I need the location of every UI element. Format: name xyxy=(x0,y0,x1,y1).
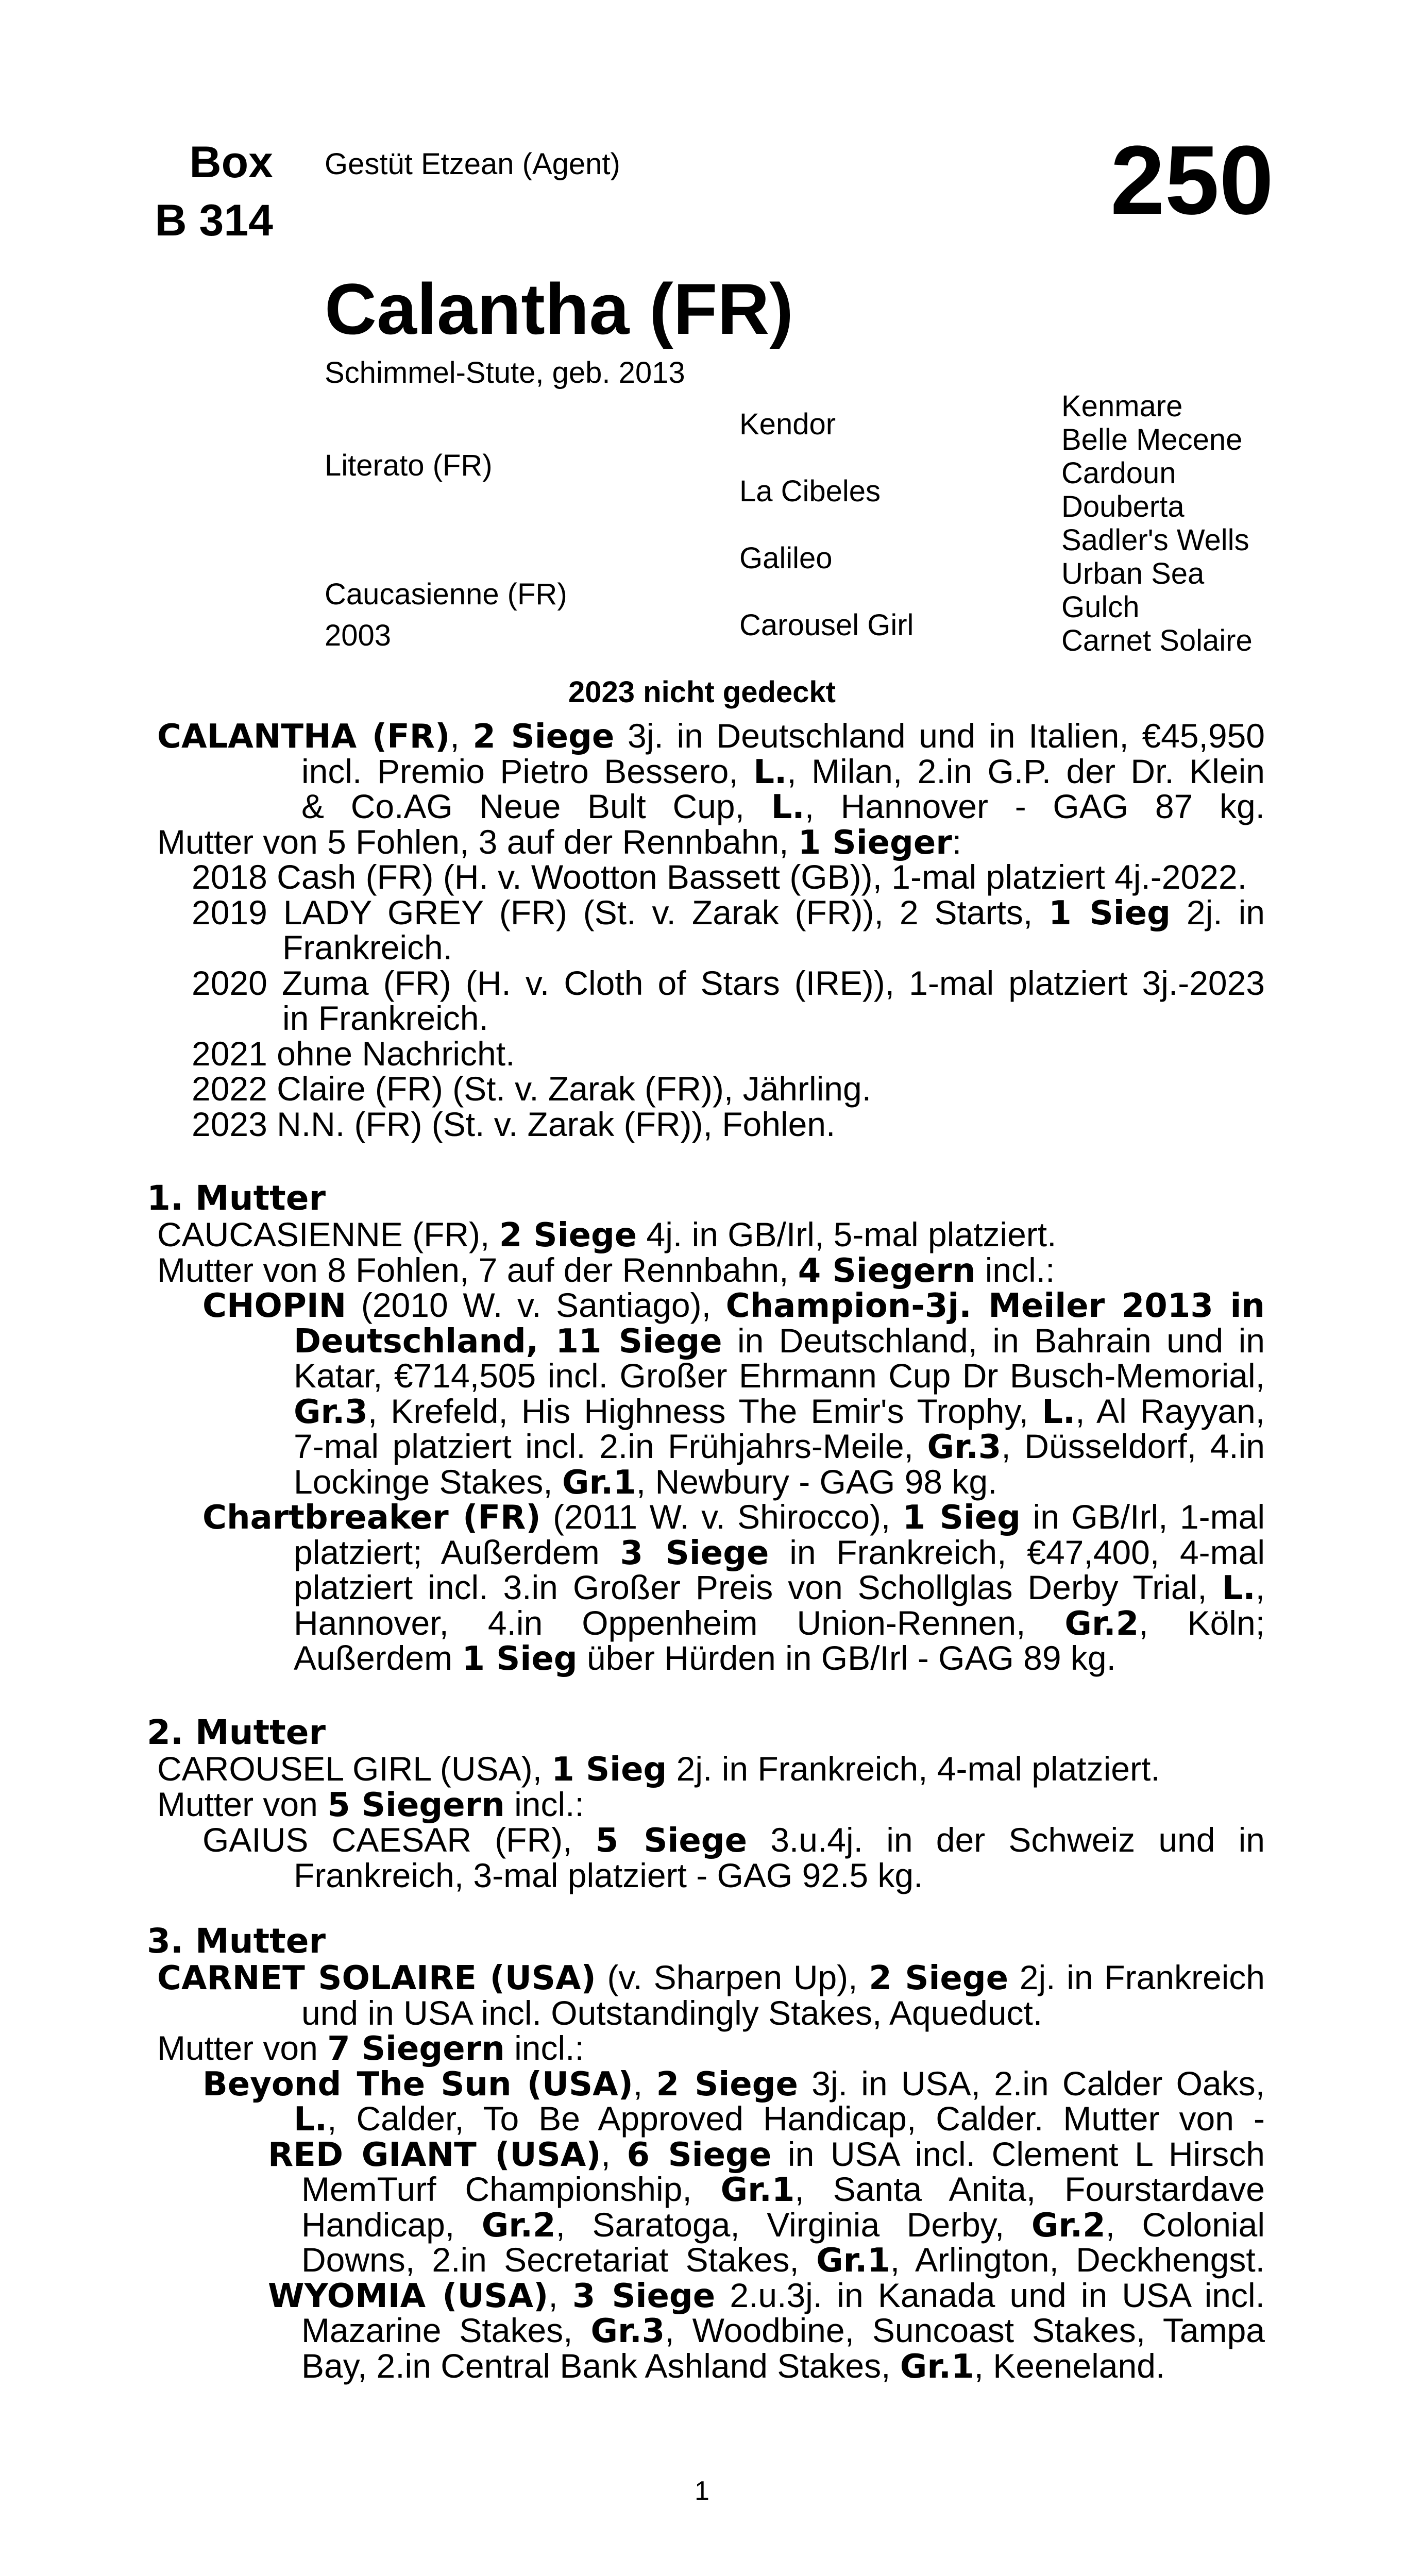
text-run: in Frankreich. xyxy=(282,999,488,1037)
bold-text: Gr.3 xyxy=(927,1428,1002,1466)
bold-text: 1 Sieger xyxy=(798,824,952,862)
pedigree-g3-7: Gulch xyxy=(1061,590,1140,624)
text-run: Bay, 2.in Central Bank Ashland Stakes, xyxy=(301,2347,900,2385)
pedigree-g3-5: Sadler's Wells xyxy=(1061,523,1249,557)
bold-text: Gr.1 xyxy=(720,2171,795,2209)
text-run: , Köln; xyxy=(1139,1604,1265,1642)
dam1-line xyxy=(294,1604,1265,1643)
text-run: in GB/Irl, 1-mal xyxy=(1021,1498,1265,1536)
text-run: 2j. in xyxy=(1170,893,1265,931)
dam3-line xyxy=(301,2313,1265,2348)
text-run: Mutter von xyxy=(157,1785,328,1823)
text-run: CAUCASIENNE (FR), xyxy=(157,1215,499,1253)
bold-text: Gr.1 xyxy=(900,2348,974,2386)
pedigree-g3-1: Kenmare xyxy=(1061,389,1183,423)
summary-line xyxy=(301,754,1265,789)
text-run: CAROUSEL GIRL (USA), xyxy=(157,1750,552,1788)
dam3-line xyxy=(268,2137,1265,2172)
dam1-line xyxy=(294,1321,1265,1361)
text-run: GAIUS CAESAR (FR), xyxy=(202,1821,596,1859)
bold-text: CARNET SOLAIRE (USA) xyxy=(157,1959,596,1997)
dam3-line xyxy=(202,2064,1265,2104)
text-run: , Krefeld, His Highness The Emir's Trophy, xyxy=(367,1392,1042,1430)
text-run: 2022 Claire (FR) (St. v. Zarak (FR)), Jährling. xyxy=(192,1070,872,1108)
horse-description: Schimmel-Stute, geb. 2013 xyxy=(325,356,685,389)
dam1-heading: 1. Mutter xyxy=(147,1178,326,1218)
text-run: 3j. in USA, 2.in Calder Oaks, xyxy=(798,2064,1265,2103)
bold-text: 2 Siege xyxy=(656,2065,798,2104)
text-run: , xyxy=(548,2276,572,2314)
pedigree-dam-sire: Galileo xyxy=(739,541,833,575)
bold-text: 5 Siegern xyxy=(327,1786,505,1824)
text-run: Hannover, 4.in Oppenheim Union-Rennen, xyxy=(294,1604,1065,1642)
pedigree-dam-year: 2003 xyxy=(325,619,392,652)
pedigree-dam: Caucasienne (FR) xyxy=(325,578,567,611)
dam3-line xyxy=(268,2278,1265,2313)
text-run: 2j. in Frankreich, 4-mal platziert. xyxy=(667,1750,1160,1788)
bold-text: Champion-3j. Meiler 2013 in xyxy=(725,1287,1265,1325)
text-run: in Frankreich, €47,400, 4-mal xyxy=(769,1533,1265,1571)
text-run: , xyxy=(1255,1568,1265,1606)
bold-text: 7 Siegern xyxy=(327,2030,505,2068)
text-run: , Santa Anita, Fourstardave xyxy=(794,2170,1265,2208)
dam1-line xyxy=(202,1498,1265,1537)
bold-text: 5 Siege xyxy=(595,1822,748,1860)
text-run: , Arlington, Deckhengst. xyxy=(890,2241,1265,2279)
box-label: Box xyxy=(189,138,273,187)
text-run: Katar, €714,505 incl. Großer Ehrmann Cup Dr Busch-Memorial, xyxy=(294,1357,1265,1395)
dam1-line xyxy=(157,1251,1055,1290)
pedigree-g3-3: Cardoun xyxy=(1061,456,1176,490)
dam3-line xyxy=(301,1996,1042,2030)
bold-text: Gr.2 xyxy=(1064,1605,1139,1643)
text-run: , Saratoga, Virginia Derby, xyxy=(555,2206,1031,2244)
text-run: Downs, 2.in Secretariat Stakes, xyxy=(301,2241,817,2279)
text-run: 3j. in Deutschland und in Italien, €45,950 xyxy=(614,717,1265,755)
text-run: Mutter von xyxy=(157,2029,328,2067)
bold-text: 2 Siege xyxy=(499,1216,637,1255)
dam1-line xyxy=(294,1359,1265,1393)
consignor: Gestüt Etzean (Agent) xyxy=(325,147,620,181)
dam2-line xyxy=(157,1750,1160,1789)
bold-text: L. xyxy=(753,753,787,791)
bold-text: Gr.1 xyxy=(816,2242,890,2280)
bold-text: L. xyxy=(1042,1393,1076,1431)
pedigree-sire: Literato (FR) xyxy=(325,449,493,482)
bold-text: WYOMIA (USA) xyxy=(268,2277,549,2315)
dam1-line xyxy=(294,1394,1265,1429)
summary-line xyxy=(282,1001,488,1035)
summary-line xyxy=(157,717,1265,756)
dam3-heading: 3. Mutter xyxy=(147,1921,326,1961)
dam1-line xyxy=(294,1429,1265,1464)
text-run: Außerdem xyxy=(294,1639,462,1677)
text-run: MemTurf Championship, xyxy=(301,2170,721,2208)
text-run: 2021 ohne Nachricht. xyxy=(192,1035,515,1073)
dam1-line xyxy=(294,1463,997,1502)
pedigree-dam-dam: Carousel Girl xyxy=(739,608,914,642)
bold-text: 1 Sieg xyxy=(462,1640,578,1678)
dam3-line xyxy=(157,2029,584,2068)
page-number: 1 xyxy=(695,2476,709,2506)
bold-text: 1 Sieg xyxy=(902,1499,1021,1537)
summary-line xyxy=(192,966,1265,1000)
dam2-line xyxy=(202,1821,1265,1860)
text-run: Frankreich, 3-mal platziert - GAG 92.5 kg. xyxy=(294,1856,923,1894)
text-run: (2010 W. v. Santiago), xyxy=(346,1286,726,1324)
box-number: B 314 xyxy=(155,196,273,245)
text-run: , Hannover - GAG 87 kg. xyxy=(804,787,1265,825)
text-run: Mutter von 5 Fohlen, 3 auf der Rennbahn, xyxy=(157,823,798,861)
text-run: Mazarine Stakes, xyxy=(301,2311,591,2349)
bold-text: 2 Siege xyxy=(869,1959,1009,1997)
text-run: 3.u.4j. in der Schweiz und in xyxy=(747,1821,1265,1859)
text-run: und in USA incl. Outstandingly Stakes, Aqueduct. xyxy=(301,1994,1043,2032)
pedigree-sire-sire: Kendor xyxy=(739,408,836,441)
bold-text: 6 Siege xyxy=(627,2136,772,2174)
bold-text: RED GIANT (USA) xyxy=(268,2136,601,2174)
bold-text: CHOPIN xyxy=(202,1287,347,1325)
pedigree-sire-dam: La Cibeles xyxy=(739,474,881,508)
text-run: Lockinge Stakes, xyxy=(294,1463,562,1501)
dam2-line xyxy=(157,1787,584,1822)
text-run: 2.u.3j. in Kanada und in USA incl. xyxy=(715,2276,1265,2314)
text-run: platziert incl. 3.in Großer Preis von Schollglas Derby Trial, xyxy=(294,1568,1222,1606)
text-run: Mutter von 8 Fohlen, 7 auf der Rennbahn, xyxy=(157,1251,798,1289)
horse-name: Calantha (FR) xyxy=(325,268,793,349)
text-run: , Milan, 2.in G.P. der Dr. Klein xyxy=(787,752,1265,790)
bold-text: L. xyxy=(771,788,805,826)
text-run: (v. Sharpen Up), xyxy=(596,1958,869,1996)
dam2-line xyxy=(294,1858,923,1892)
dam3-line xyxy=(301,2206,1265,2245)
bold-text: Beyond The Sun (USA) xyxy=(202,2065,633,2104)
bold-text: 1 Sieg xyxy=(1048,894,1171,933)
text-run: Handicap, xyxy=(301,2206,482,2244)
dam3-line xyxy=(294,2099,1265,2139)
bold-text: L. xyxy=(294,2100,328,2139)
dam3-line xyxy=(301,2347,1165,2386)
bold-text: L. xyxy=(1222,1569,1256,1607)
dam1-line xyxy=(202,1288,1265,1323)
bold-text: Gr.2 xyxy=(481,2207,556,2245)
text-run: über Hürden in GB/Irl - GAG 89 kg. xyxy=(577,1639,1116,1677)
bold-text: Chartbreaker (FR) xyxy=(202,1499,541,1537)
bold-text: 1 Sieg xyxy=(551,1751,667,1789)
lot-number: 250 xyxy=(1110,126,1274,235)
text-run: 2019 LADY GREY (FR) (St. v. Zarak (FR)), 2 Starts, xyxy=(192,893,1049,931)
text-run: in Deutschland, in Bahrain und in xyxy=(722,1321,1265,1360)
summary-line xyxy=(192,1107,835,1141)
bold-text: Deutschland, 11 Siege xyxy=(294,1323,722,1361)
text-run: incl.: xyxy=(504,1785,584,1823)
text-run: , Keeneland. xyxy=(974,2347,1165,2385)
dam3-line xyxy=(301,2241,1265,2280)
bold-text: Gr.2 xyxy=(1031,2207,1106,2245)
bold-text: Gr.3 xyxy=(590,2312,665,2350)
pedigree-g3-8: Carnet Solaire xyxy=(1061,624,1253,657)
text-run: Frankreich. xyxy=(282,928,453,967)
text-run: , Düsseldorf, 4.in xyxy=(1001,1427,1265,1465)
bold-text: CALANTHA (FR) xyxy=(157,718,450,756)
bold-text: 4 Siegern xyxy=(798,1252,976,1290)
dam1-line xyxy=(294,1639,1116,1678)
text-run: , xyxy=(633,2064,656,2103)
text-run: , xyxy=(601,2135,627,2173)
bold-text: 3 Siege xyxy=(620,1534,769,1572)
bold-text: 3 Siege xyxy=(572,2277,716,2315)
text-run: 2023 N.N. (FR) (St. v. Zarak (FR)), Fohlen. xyxy=(192,1105,836,1143)
text-run: (2011 W. v. Shirocco), xyxy=(540,1498,903,1536)
text-run: 7-mal platziert incl. 2.in Frühjahrs-Meile, xyxy=(294,1427,927,1465)
text-run: 4j. in GB/Irl, 5-mal platziert. xyxy=(637,1215,1057,1253)
summary-line xyxy=(192,893,1265,933)
summary-line xyxy=(192,860,1247,894)
text-run: : xyxy=(952,823,962,861)
text-run: 2j. in Frankreich xyxy=(1008,1958,1265,1996)
bold-text: Gr.3 xyxy=(294,1393,368,1431)
text-run: , Woodbine, Suncoast Stakes, Tampa xyxy=(665,2311,1265,2349)
text-run: incl.: xyxy=(504,2029,584,2067)
summary-line xyxy=(157,823,962,862)
dam2-heading: 2. Mutter xyxy=(147,1713,326,1752)
summary-line xyxy=(192,1037,515,1071)
dam1-line xyxy=(294,1535,1265,1570)
text-run: 2020 Zuma (FR) (H. v. Cloth of Stars (IRE)), 1-mal platziert 3j.-2023 xyxy=(192,964,1265,1002)
text-run: , Newbury - GAG 98 kg. xyxy=(636,1463,997,1501)
covering-status: 2023 nicht gedeckt xyxy=(568,675,836,709)
text-run: , xyxy=(450,717,473,755)
text-run: incl. Premio Pietro Bessero, xyxy=(301,752,754,790)
dam1-line xyxy=(294,1570,1265,1605)
bold-text: Gr.1 xyxy=(562,1464,636,1502)
text-run: , Colonial xyxy=(1105,2206,1265,2244)
pedigree-g3-2: Belle Mecene xyxy=(1061,423,1243,456)
text-run: , Al Rayyan, xyxy=(1075,1392,1265,1430)
dam1-line xyxy=(157,1215,1057,1255)
text-run: incl.: xyxy=(975,1251,1055,1289)
summary-line xyxy=(301,789,1265,824)
bold-text: 2 Siege xyxy=(472,718,615,756)
text-run: 2018 Cash (FR) (H. v. Wootton Bassett (GB)), 1-mal platziert 4j.-2022. xyxy=(192,858,1247,896)
pedigree-g3-6: Urban Sea xyxy=(1061,557,1205,590)
dam3-line xyxy=(301,2172,1265,2207)
dam3-line xyxy=(157,1960,1265,1995)
text-run: , Calder, To Be Approved Handicap, Calder. Mutter von - xyxy=(327,2099,1265,2138)
text-run: platziert; Außerdem xyxy=(294,1533,620,1571)
pedigree-g3-4: Douberta xyxy=(1061,490,1185,523)
summary-line xyxy=(282,928,453,967)
text-run: & Co.AG Neue Bult Cup, xyxy=(301,787,771,825)
text-run: in USA incl. Clement L Hirsch xyxy=(771,2135,1265,2173)
summary-line xyxy=(192,1072,871,1106)
